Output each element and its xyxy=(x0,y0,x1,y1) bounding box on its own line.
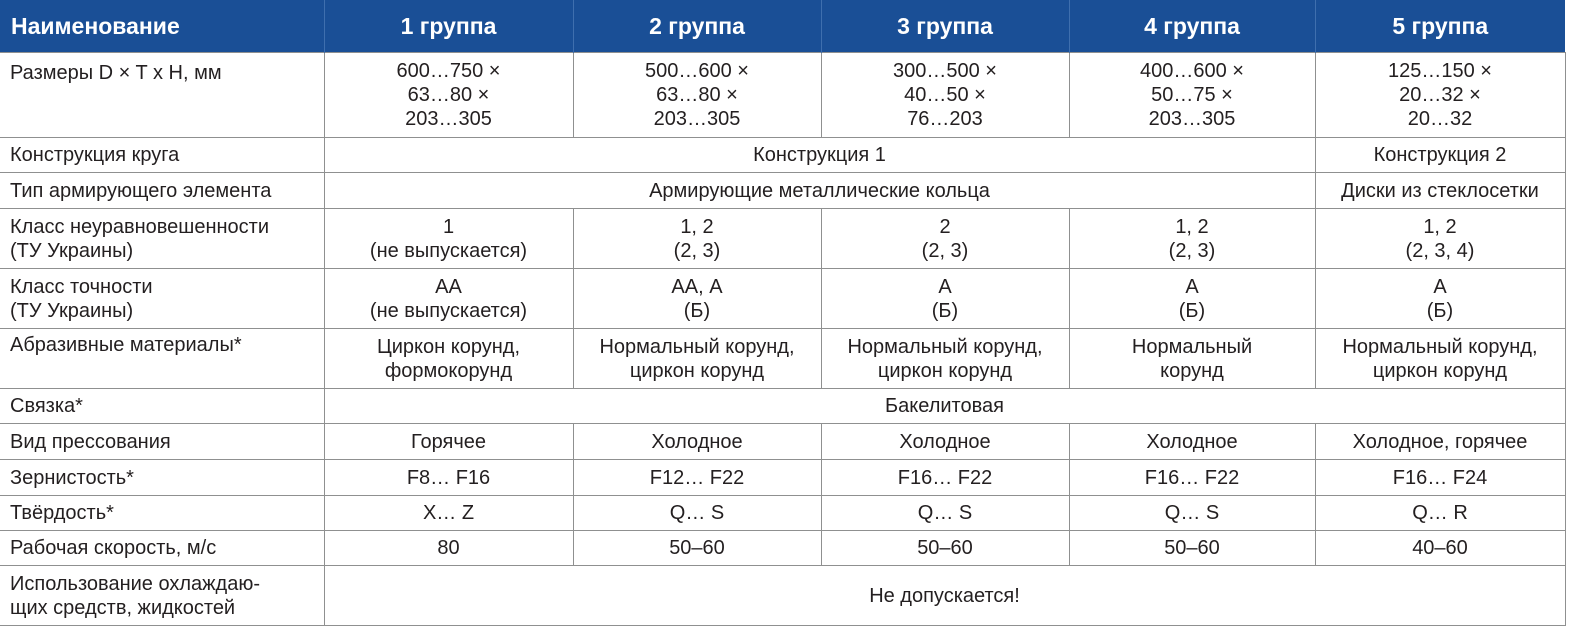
cell-hardness-group-3: Q… S xyxy=(821,496,1069,531)
cell-pressing-group-3: Холодное xyxy=(821,424,1069,460)
row-speed xyxy=(0,531,1565,566)
row-label: Класс неуравновешенности (ТУ Украины) xyxy=(0,209,324,269)
cell-accuracy-group-3: А (Б) xyxy=(821,269,1069,329)
cell-accuracy-group-5: А (Б) xyxy=(1315,269,1565,329)
cell-speed-group-3: 50–60 xyxy=(821,531,1069,566)
cell-grain-group-4: F16… F22 xyxy=(1069,460,1315,496)
row-label: Зернистость* xyxy=(0,460,324,496)
row-reinforcement xyxy=(0,173,1565,209)
cell-grain-group-5: F16… F24 xyxy=(1315,460,1565,496)
cell-abrasives-group-1: Циркон корунд, формокорунд xyxy=(324,329,573,389)
cell-sizes-group-5: 125…150 × 20…32 × 20…32 xyxy=(1315,53,1565,138)
row-label: Размеры D × T x H, мм xyxy=(0,53,324,138)
header-group-3: 3 группа xyxy=(821,0,1069,53)
cell-hardness-group-4: Q… S xyxy=(1069,496,1315,531)
row-grain xyxy=(0,460,1565,496)
cell-imbalance-group-2: 1, 2 (2, 3) xyxy=(573,209,821,269)
cell-hardness-group-2: Q… S xyxy=(573,496,821,531)
cell-sizes-group-2: 500…600 × 63…80 × 203…305 xyxy=(573,53,821,138)
cell-sizes-group-4: 400…600 × 50…75 × 203…305 xyxy=(1069,53,1315,138)
row-construction xyxy=(0,138,1565,173)
cell-accuracy-group-4: А (Б) xyxy=(1069,269,1315,329)
header-name: Наименование xyxy=(0,0,324,53)
cell-abrasives-group-5: Нормальный корунд, циркон корунд xyxy=(1315,329,1565,389)
row-bond xyxy=(0,389,1565,424)
header-row xyxy=(0,0,1565,53)
cell-speed-group-5: 40–60 xyxy=(1315,531,1565,566)
header-group-4: 4 группа xyxy=(1069,0,1315,53)
cell-imbalance-group-5: 1, 2 (2, 3, 4) xyxy=(1315,209,1565,269)
row-pressing xyxy=(0,424,1565,460)
cell-sizes-group-1: 600…750 × 63…80 × 203…305 xyxy=(324,53,573,138)
cell-imbalance-group-1: 1 (не выпускается) xyxy=(324,209,573,269)
row-hardness xyxy=(0,496,1565,531)
row-sizes xyxy=(0,53,1565,138)
cell-speed-group-4: 50–60 xyxy=(1069,531,1315,566)
cell-reinforcement-group-5: Диски из стеклосетки xyxy=(1315,173,1565,209)
cell-abrasives-group-2: Нормальный корунд, циркон корунд xyxy=(573,329,821,389)
cell-imbalance-group-3: 2 (2, 3) xyxy=(821,209,1069,269)
cell-reinforcement-groups-1-4: Армирующие металлические кольца xyxy=(324,173,1315,209)
header-group-2: 2 группа xyxy=(573,0,821,53)
cell-grain-group-3: F16… F22 xyxy=(821,460,1069,496)
row-abrasives xyxy=(0,329,1565,389)
row-accuracy xyxy=(0,269,1565,329)
cell-coolant-all-groups: Не допускается! xyxy=(324,566,1565,626)
cell-abrasives-group-3: Нормальный корунд, циркон корунд xyxy=(821,329,1069,389)
cell-pressing-group-2: Холодное xyxy=(573,424,821,460)
cell-grain-group-2: F12… F22 xyxy=(573,460,821,496)
cell-accuracy-group-2: АА, А (Б) xyxy=(573,269,821,329)
row-label: Вид прессования xyxy=(0,424,324,460)
row-label: Рабочая скорость, м/с xyxy=(0,531,324,566)
cell-construction-groups-1-4: Конструкция 1 xyxy=(324,138,1315,173)
cell-grain-group-1: F8… F16 xyxy=(324,460,573,496)
row-imbalance xyxy=(0,209,1565,269)
cell-pressing-group-1: Горячее xyxy=(324,424,573,460)
row-label: Тип армирующего элемента xyxy=(0,173,324,209)
row-label: Конструкция круга xyxy=(0,138,324,173)
row-label: Класс точности (ТУ Украины) xyxy=(0,269,324,329)
header-group-1: 1 группа xyxy=(324,0,573,53)
cell-sizes-group-3: 300…500 × 40…50 × 76…203 xyxy=(821,53,1069,138)
row-label: Твёрдость* xyxy=(0,496,324,531)
cell-speed-group-1: 80 xyxy=(324,531,573,566)
cell-hardness-group-1: X… Z xyxy=(324,496,573,531)
cell-accuracy-group-1: АА (не выпускается) xyxy=(324,269,573,329)
cell-imbalance-group-4: 1, 2 (2, 3) xyxy=(1069,209,1315,269)
row-coolant xyxy=(0,566,1565,626)
cell-abrasives-group-4: Нормальный корунд xyxy=(1069,329,1315,389)
row-label: Связка* xyxy=(0,389,324,424)
cell-construction-group-5: Конструкция 2 xyxy=(1315,138,1565,173)
header-group-5: 5 группа xyxy=(1315,0,1565,53)
cell-speed-group-2: 50–60 xyxy=(573,531,821,566)
cell-hardness-group-5: Q… R xyxy=(1315,496,1565,531)
cell-pressing-group-5: Холодное, горячее xyxy=(1315,424,1565,460)
cell-pressing-group-4: Холодное xyxy=(1069,424,1315,460)
row-label: Использование охлаждаю- щих средств, жидкостей xyxy=(0,566,324,626)
cell-bond-all-groups: Бакелитовая xyxy=(324,389,1565,424)
row-label: Абразивные материалы* xyxy=(0,329,324,389)
